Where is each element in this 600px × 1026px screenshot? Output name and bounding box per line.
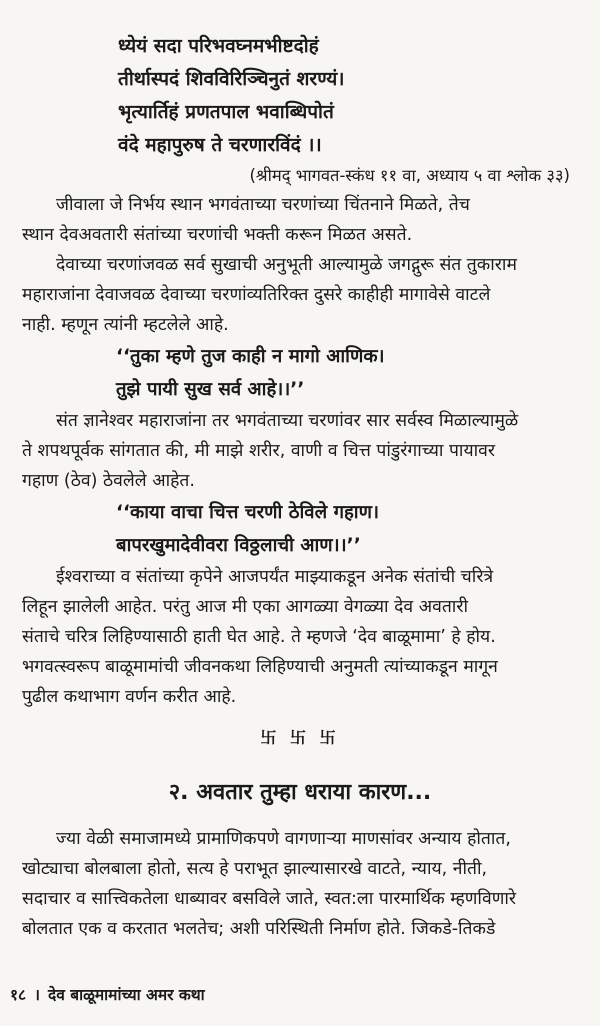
paragraph-line: संताचे चरित्र लिहिण्यासाठी हाती घेत आहे. ते म्हणजे ‘देव बाळूमामा’ हे होय. [22, 627, 496, 647]
paragraph-line: भगवत्स्वरूप बाळूमामांची जीवनकथा लिहिण्याची अनुमती त्यांच्याकडून मागून [22, 657, 498, 677]
paragraph-line: संत ज्ञानेश्वर महाराजांना तर भगवंताच्या चरणांवर सार सर्वस्व मिळाल्यामुळे [56, 411, 519, 431]
paragraph-line: ज्या वेळी समाजामध्ये प्रामाणिकपणे वागणाऱ्या माणसांवर अन्याय होतात, [56, 829, 511, 849]
footer-separator: । [34, 986, 40, 1004]
paragraph-1 [22, 190, 578, 250]
paragraph-line: जीवाला जे निर्भय स्थान भगवंताच्या चरणांच्या चिंतनाने मिळते, तेच [56, 195, 470, 215]
verse-line: ध्येयं सदा परिभवघ्नमभीष्टदोहं [118, 35, 319, 57]
paragraph-4 [22, 562, 578, 712]
paragraph-line: गहाण (ठेव) ठेवलेले आहेत. [22, 471, 195, 491]
verse-line: भृत्यार्तिहं प्रणतपाल भवाब्धिपोतं [118, 101, 334, 123]
quote-line: ‘‘काया वाचा चित्त चरणी ठेविले गहाण। [116, 502, 379, 523]
paragraph-line: स्थान देवअवतारी संतांच्या चरणांची भक्ती करून मिळत असते. [22, 225, 413, 245]
verse-line: वंदे महापुरुष ते चरणारविंदं ।। [118, 134, 322, 156]
paragraph-line: पुढील कथाभाग वर्णन करीत आहे. [22, 687, 237, 707]
paragraph-line: नाही. म्हणून त्यांनी म्हटलेले आहे. [22, 315, 229, 335]
verse-citation: (श्रीमद् भागवत-स्कंध ११ वा, अध्याय ५ वा श्लोक ३३) [249, 166, 570, 185]
paragraph-line: सदाचार व सात्त्विकतेला धाब्यावर बसविले जाते, स्वत:ला पारमार्थिक म्हणविणारे [22, 889, 517, 909]
paragraph-line: बोलतात एक व करतात भलतेच; अशी परिस्थिती निर्माण होते. जिकडे-तिकडे [22, 919, 496, 939]
book-title: देव बाळूमामांच्या अमर कथा [48, 986, 205, 1004]
sanskrit-verse [118, 30, 578, 162]
verse-line: तीर्थास्पदं शिवविरिञ्चिनुतं शरण्यं। [118, 68, 345, 90]
paragraph-line: ते शपथपूर्वक सांगतात की, मी माझे शरीर, वाणी व चित्त पांडुरंगाच्या पायावर [22, 441, 496, 461]
swastika-ornament: 卐 卐 卐 [260, 728, 340, 747]
abhang-quote-tukaram [116, 340, 578, 406]
quote-line: ‘‘तुका म्हणे तुज काही न मागो आणिक। [116, 346, 385, 367]
paragraph-line: देवाच्या चरणांजवळ सर्व सुखाची अनुभूती आल्यामुळे जगद्गुरू संत तुकाराम [56, 255, 517, 275]
quote-line: बापरखुमादेवीवरा विठ्ठलाची आण।।’’ [116, 535, 361, 556]
paragraph-3 [22, 406, 578, 496]
page-number: १८ [10, 986, 27, 1004]
paragraph-line: लिहून झालेली आहेत. परंतु आज मी एका आगळ्या वेगळ्या देव अवतारी [22, 597, 469, 617]
abhang-quote-dnyaneshwar [116, 496, 578, 562]
chapter-title: २. अवतार तुम्हा धराया कारण... [168, 780, 432, 805]
paragraph-2 [22, 250, 578, 340]
paragraph-line: ईश्वराच्या व संतांच्या कृपेने आजपर्यंत माझ्याकडून अनेक संतांची चरित्रे [56, 567, 494, 587]
paragraph-5 [22, 824, 578, 944]
page-footer [10, 984, 205, 1006]
paragraph-line: महाराजांना देवाजवळ देवाच्या चरणांव्यतिरिक्त दुसरे काहीही मागावेसे वाटले [22, 285, 491, 305]
paragraph-line: खोट्याचा बोलबाला होतो, सत्य हे पराभूत झाल्यासारखे वाटते, न्याय, नीती, [22, 859, 488, 879]
quote-line: तुझे पायी सुख सर्व आहे।।’’ [116, 379, 305, 400]
